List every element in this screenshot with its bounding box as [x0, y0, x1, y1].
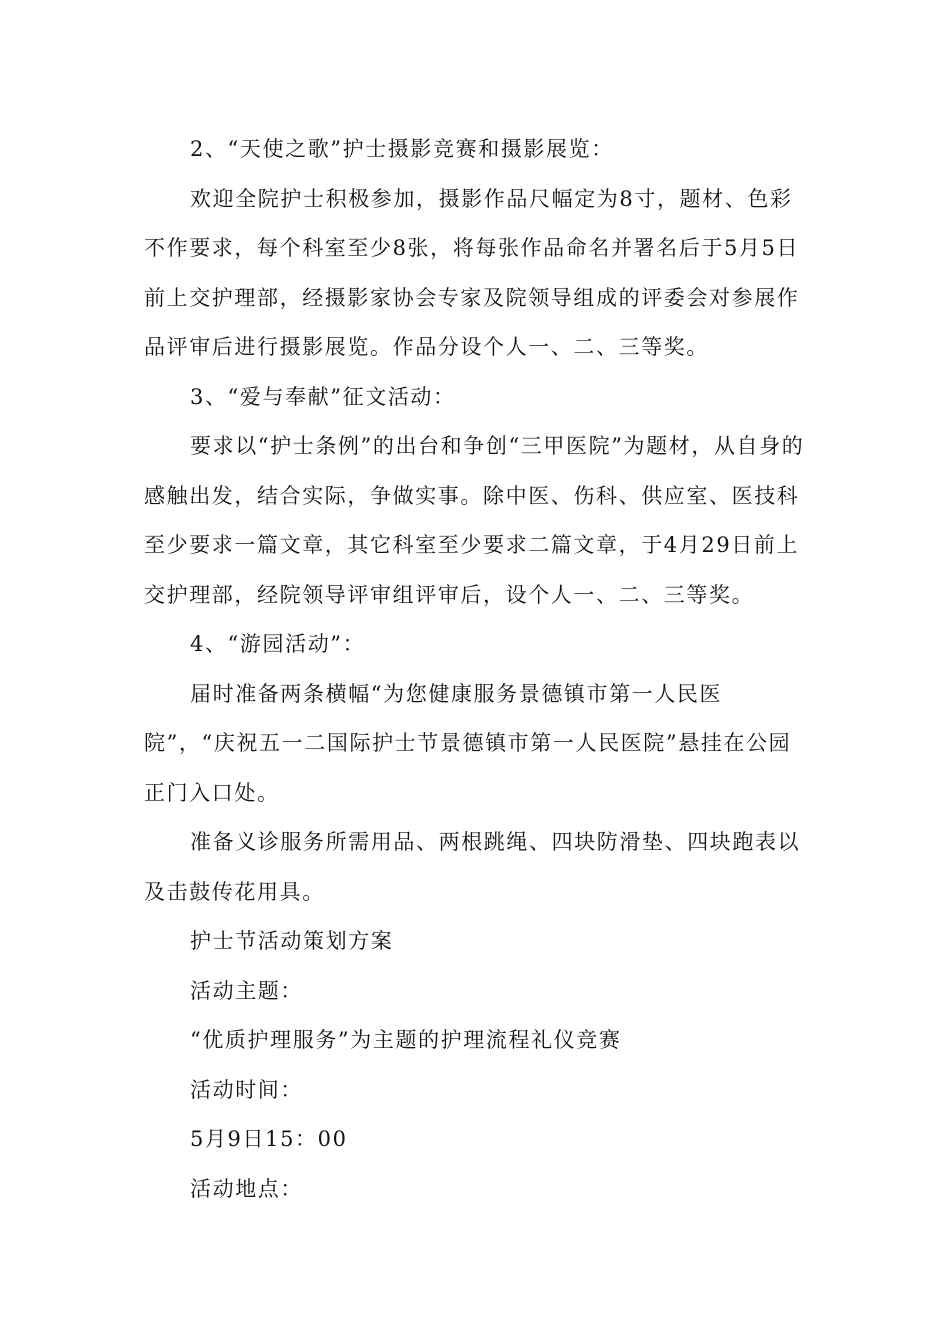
body-paragraph-banners: 届时准备两条横幅“为您健康服务景德镇市第一人民医院”，“庆祝五一二国际护士节景德镇市第一人民医院”悬挂在公园正门入口处。: [144, 681, 792, 805]
body-paragraph-photo-contest: 欢迎全院护士积极参加，摄影作品尺幅定为8寸，题材、色彩不作要求，每个科室至少8张，将每张作品命名并署名后于5月5日前上交护理部，经摄影家协会专家及院领导组成的评委会对参展作品评审后进行摄影展览。作品分设个人一、二、三等奖。: [144, 186, 800, 359]
time-value: 5月9日15：00: [190, 1127, 348, 1151]
body-paragraph-essay-contest: 要求以“护士条例”的出台和争创“三甲医院”为题材，从自身的感触出发，结合实际，争做实事。除中医、伤科、供应室、医技科至少要求一篇文章，其它科室至少要求二篇文章，于4月29日前上交护理部，经院领导评审组评审后，设个人一、二、三等奖。: [144, 434, 805, 607]
section-heading-garden-party: 4、“游园活动”：: [190, 632, 366, 656]
theme-label: 活动主题：: [190, 978, 303, 1003]
section-heading-photo-contest: 2、“天使之歌”护士摄影竞赛和摄影展览：: [190, 137, 614, 161]
plan-title: 护士节活动策划方案: [190, 929, 394, 953]
location-label: 活动地点：: [190, 1176, 303, 1201]
section-heading-essay-contest: 3、“爱与奉献”征文活动：: [190, 384, 456, 409]
time-label: 活动时间：: [190, 1077, 303, 1102]
theme-value: “优质护理服务”为主题的护理流程礼仪竞赛: [190, 1028, 622, 1052]
body-paragraph-supplies: 准备义诊服务所需用品、两根跳绳、四块防滑垫、四块跑表以及击鼓传花用具。: [144, 830, 801, 904]
